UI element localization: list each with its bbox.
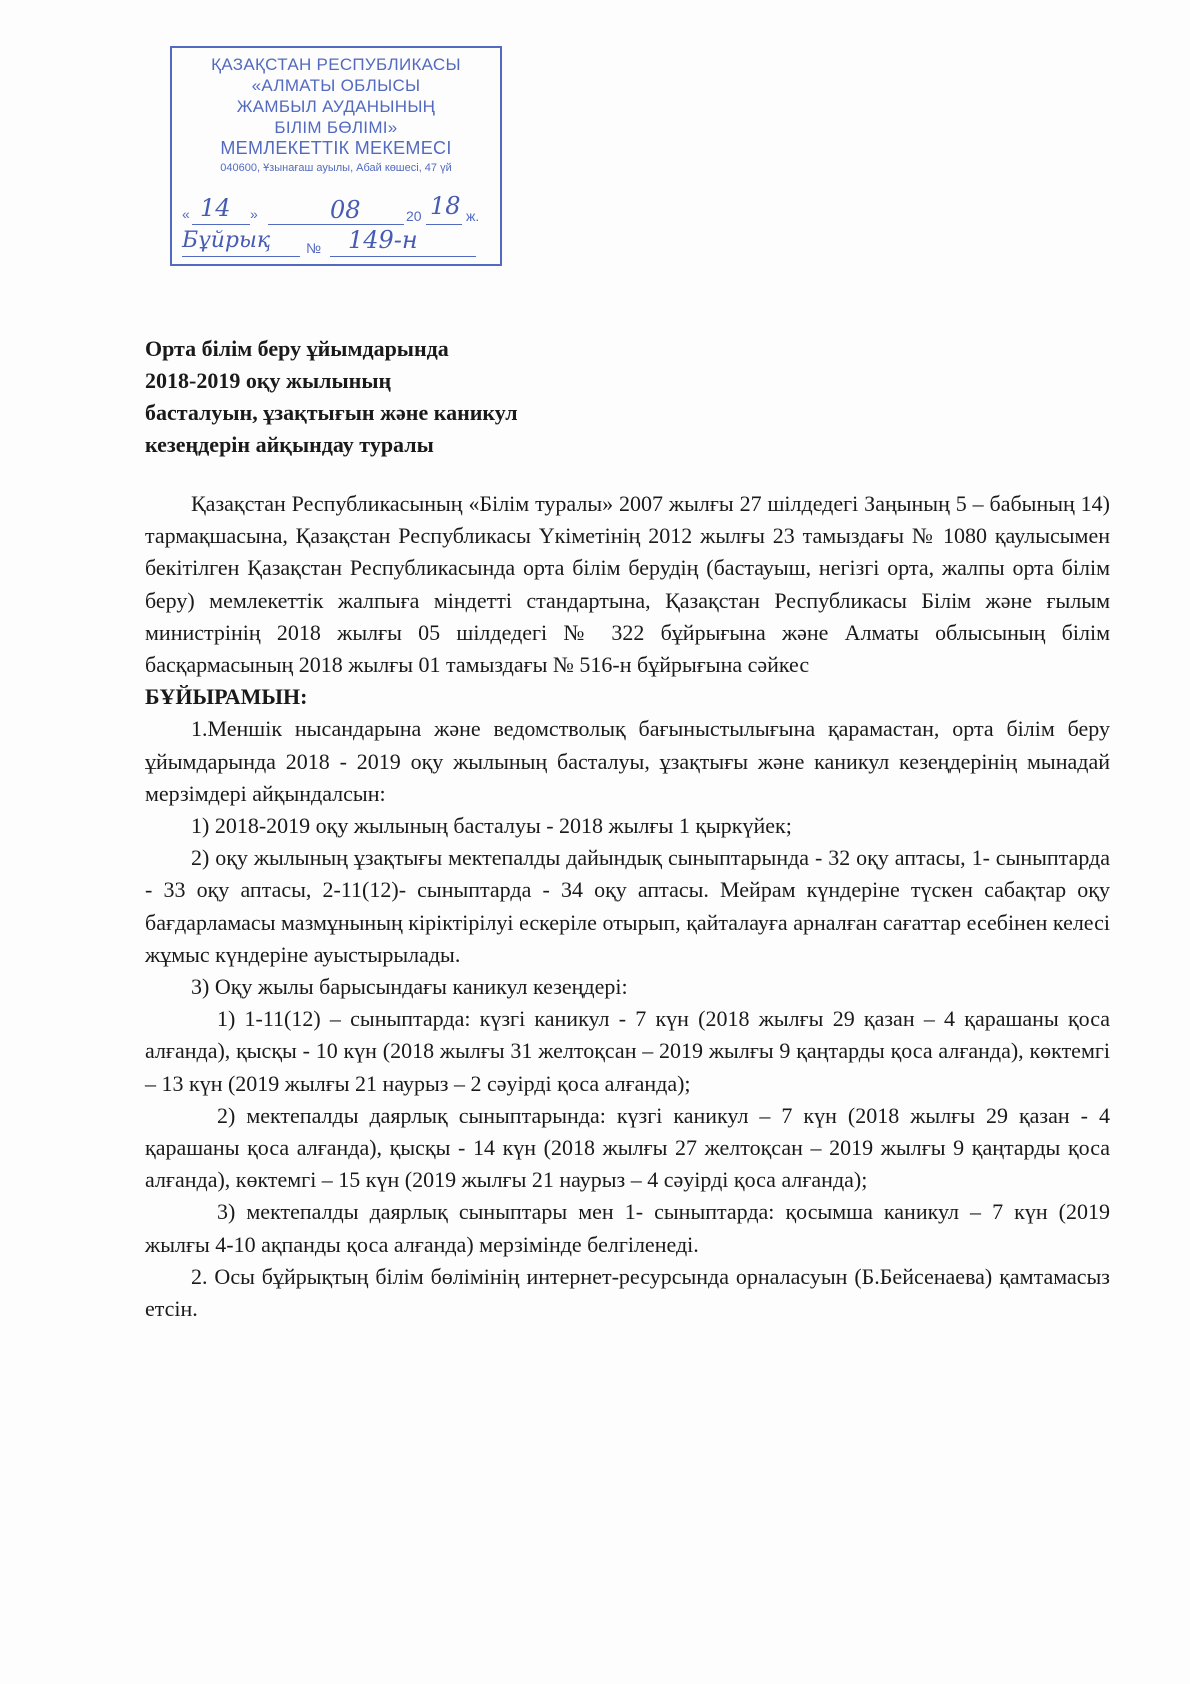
stamp-month: 08 <box>330 196 361 224</box>
stamp-address: 040600, Ұзынағаш ауылы, Абай көшесі, 47 үй <box>220 162 452 174</box>
stamp-year-abbr: ж. <box>466 208 480 224</box>
title-line-4: кезеңдерін айқындау туралы <box>145 432 434 457</box>
stamp-day: 14 <box>200 194 231 222</box>
stamp-line-district: ЖАМБЫЛ АУДАНЫНЫҢ <box>236 97 436 116</box>
decree-heading: БҰЙЫРАМЫН: <box>145 684 308 710</box>
preamble-paragraph: Қазақстан Республикасының «Білім туралы» 2007 жылғы 27 шілдедегі Заңының 5 – бабының 14) тармақшасына, Қазақстан Республикасы Үкіметінің 2012 жылғы 23 тамыздағы № 1080 қаулысымен бекітілген Қазақстан Республикасында орта білім берудің (бастауыш, негізгі орта, жалпы орта білім беру) мемлекеттік жалпыға міндетті стандартына, Қазақстан Республикасы Білім және ғылым министрінің 2018 жылғы 05 шілдедегі № 322 бұйрығына және Алматы облысының білім басқармасының 2018 жылғы 01 тамыздағы № 516-н бұйрығына сәйкес <box>145 491 1110 678</box>
document-title <box>145 333 845 461</box>
title-line-1: Орта білім беру ұйымдарында <box>145 336 449 361</box>
official-stamp <box>170 46 502 266</box>
stamp-order-number: 149-н <box>348 226 418 254</box>
stamp-year-suffix: 18 <box>430 192 461 220</box>
stamp-line-region: «АЛМАТЫ ОБЛЫСЫ <box>251 76 421 95</box>
item-1-3-3-paragraph: 3) мектепалды даярлық сыныптары мен 1- сыныптарда: қосымша каникул – 7 күн (2019 жылғы 4-10 ақпанды қоса алғанда) мерзімінде белгіленеді. <box>145 1199 1110 1257</box>
stamp-number-sign: № <box>306 240 322 256</box>
document-body <box>145 488 1110 1325</box>
item-1-3-paragraph: 3) Оқу жылы барысындағы каникул кезеңдері: <box>191 974 628 1000</box>
stamp-line-country: ҚАЗАҚСТАН РЕСПУБЛИКАСЫ <box>211 55 461 74</box>
title-line-3: басталуын, ұзақтығын және каникул <box>145 400 518 425</box>
stamp-line-institution: МЕМЛЕКЕТТІК МЕКЕМЕСІ <box>220 138 452 158</box>
item-1-paragraph: 1.Меншік нысандарына және ведомстволық бағыныстылығына қарамастан, орта білім беру ұйымдарында 2018 - 2019 оқу жылының басталуы, ұзақтығы және каникул кезеңдерінің мынадай мерзімдері айқындалсын: <box>145 716 1110 806</box>
stamp-date-row: « 14 » 08 20 18 ж. <box>182 192 480 224</box>
stamp-line-department: БІЛІМ БӨЛІМІ» <box>274 118 398 137</box>
stamp-order-word: Бұйрық <box>182 228 271 253</box>
item-1-1-paragraph: 1) 2018-2019 оқу жылының басталуы - 2018 жылғы 1 қыркүйек; <box>191 813 792 839</box>
item-1-3-2-paragraph: 2) мектепалды даярлық сыныптарында: күзгі каникул – 7 күн (2018 жылғы 29 қазан - 4 қарашаны қоса алғанда), қысқы - 14 күн (2018 жылғы 27 желтоқсан – 2019 жылғы 9 қаңтарды қоса алғанда), көктемгі – 15 күн (2019 жылғы 21 наурыз – 4 сәуірді қоса алғанда); <box>145 1102 1110 1193</box>
item-1-3-1-paragraph: 1) 1-11(12) – сыныптарда: күзгі каникул - 7 күн (2018 жылғы 29 қазан – 4 қарашаны қоса алғанда), қысқы - 10 күн (2018 жылғы 31 желтоқсан – 2019 жылғы 9 қаңтарды қоса алғанда), көктемгі – 13 күн (2019 жылғы 21 наурыз – 2 сәуірді қоса алғанда); <box>145 1006 1110 1096</box>
item-1-2-paragraph: 2) оқу жылының ұзақтығы мектепалды дайындық сыныптарында - 32 оқу аптасы, 1- сыныптарда - 33 оқу аптасы, 2-11(12)- сыныптарда - 34 оқу аптасы. Мейрам күндеріне түскен сабақтар оқу бағдарламасы мазмұнының кіріктірілуі ескеріле отырып, қайталауға арналған сағаттар есебінен келесі жұмыс күндеріне ауыстырылады. <box>145 845 1110 967</box>
stamp-year-prefix: 20 <box>406 208 422 224</box>
title-line-2: 2018-2019 оқу жылының <box>145 368 392 393</box>
item-2-paragraph: 2. Осы бұйрықтың білім бөлімінің интернет-ресурсында орналасуын (Б.Бейсенаева) қамтамасыз етсін. <box>145 1263 1110 1322</box>
stamp-order-row <box>180 226 496 262</box>
